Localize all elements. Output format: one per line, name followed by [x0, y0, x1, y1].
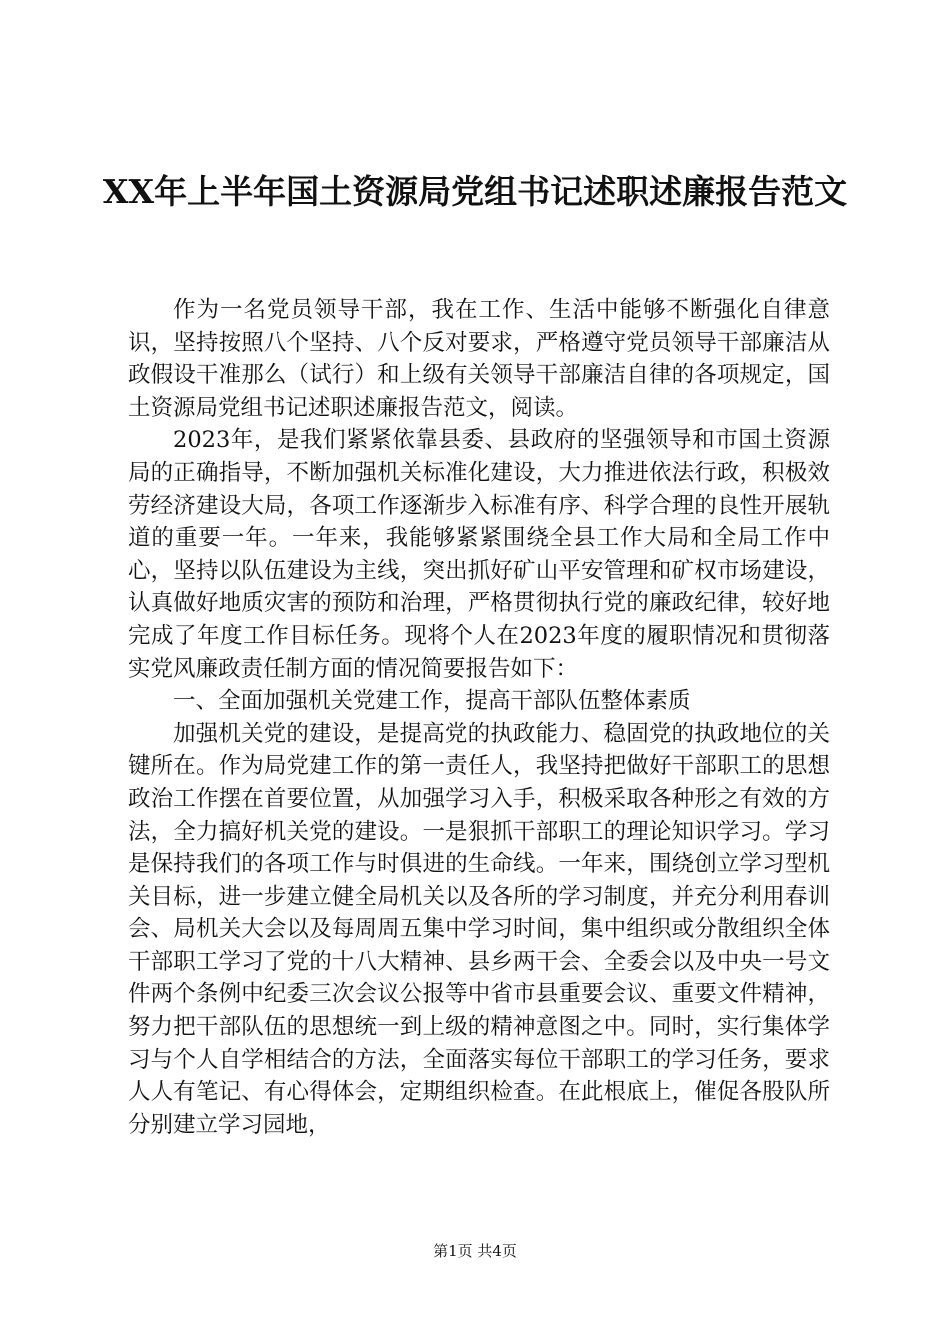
paragraph-summary: 2023年，是我们紧紧依靠县委、县政府的坚强领导和市国土资源局的正确指导，不断加强机关标准化建设，大力推进依法行政，积极效劳经济建设大局，各项工作逐渐步入标准有序、科学合理的良性开展轨道的重要一年。一年来，我能够紧紧围绕全县工作大局和全局工作中心，坚持以队伍建设为主线，突出抓好矿山平安管理和矿权市场建设，认真做好地质灾害的预防和治理，严格贯彻执行党的廉政纪律，较好地完成了年度工作目标任务。现将个人在2023年度的履职情况和贯彻落实党风廉政责任制方面的情况简要报告如下：	[128, 427, 830, 682]
section-heading: 一、全面加强机关党建工作，提高干部队伍整体素质	[173, 688, 691, 715]
paragraph-party-building: 加强机关党的建设，是提高党的执政能力、稳固党的执政地位的关键所在。作为局党建工作的第一责任人，我坚持把做好干部职工的思想政治工作摆在首要位置，从加强学习入手，积极采取各种形之有效的方法，全力搞好机关党的建设。一是狠抓干部职工的理论知识学习。学习是保持我们的各项工作与时俱进的生命线。一年来，围绕创立学习型机关目标，进一步建立健全局机关以及各所的学习制度，并充分利用春训会、局机关大会以及每周周五集中学习时间，集中组织或分散组织全体干部职工学习了党的十八大精神、县乡两干会、全委会以及中央一号文件两个条例中纪委三次会议公报等中省市县重要会议、重要文件精神，努力把干部队伍的思想统一到上级的精神意图之中。同时，实行集体学习与个人自学相结合的方法，全面落实每位干部职工的学习任务，要求人人有笔记、有心得体会，定期组织检查。在此根底上，催促各股队所分别建立学习园地，	[128, 720, 830, 1138]
document-title: XX年上半年国土资源局党组书记述职述廉报告范文	[102, 172, 848, 211]
document-body	[128, 294, 830, 1141]
page-footer: 第1页 共4页	[433, 1242, 517, 1260]
paragraph-intro: 作为一名党员领导干部，我在工作、生活中能够不断强化自律意识，坚持按照八个坚持、八个反对要求，严格遵守党员领导干部廉洁从政假设干准那么（试行）和上级有关领导干部廉洁自律的各项规定，国土资源局党组书记述职述廉报告范文，阅读。	[128, 297, 830, 421]
